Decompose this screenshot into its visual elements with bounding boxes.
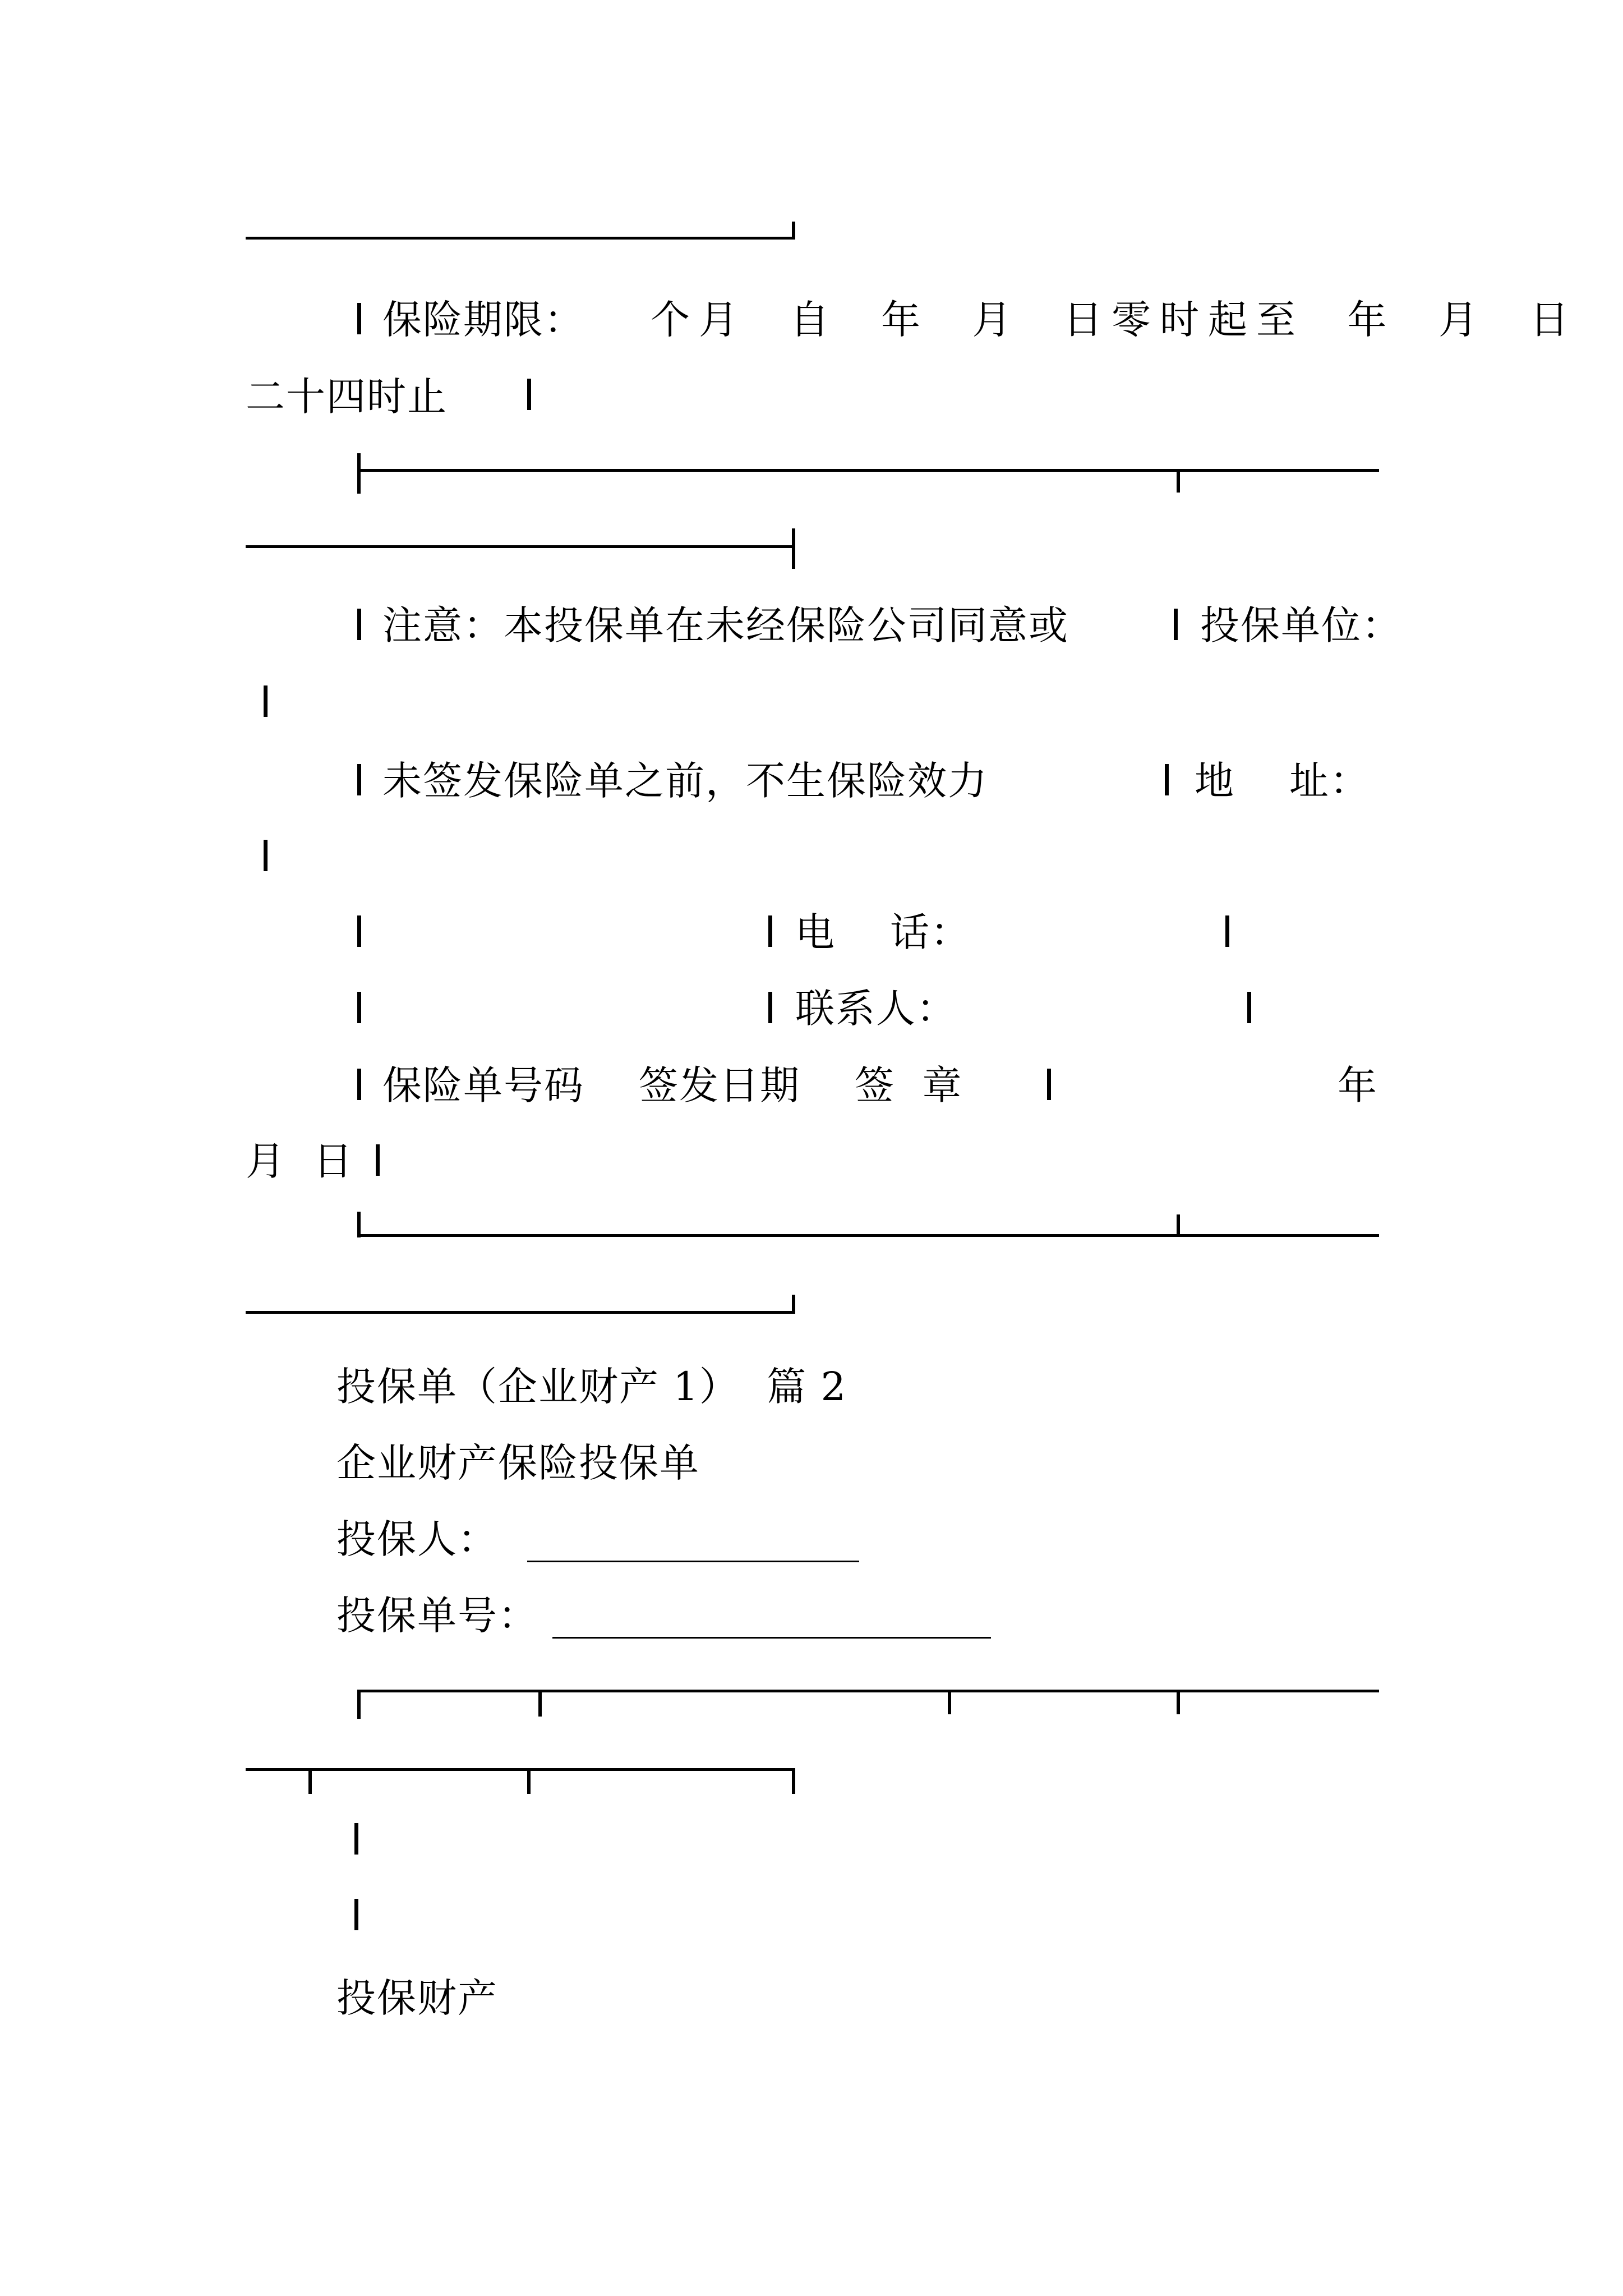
month-day-label: 月 日 [246, 1138, 354, 1184]
table-border [354, 1899, 358, 1930]
table-rule [1177, 1690, 1180, 1714]
contact-label: 联系人： [795, 986, 957, 1032]
table-rule [792, 1295, 795, 1314]
table-rule [308, 1768, 312, 1794]
applicant-underline [527, 1561, 859, 1562]
notice-line-2: 未签发保险单之前，不生保险效力 [382, 758, 988, 804]
table-border [357, 915, 361, 947]
table-border [357, 303, 361, 334]
insurance-period-body: 个月 自 年 月 日零时起至 年 月 日 [651, 297, 1578, 343]
table-rule [792, 222, 795, 240]
table-border [1225, 915, 1229, 947]
table-border [1165, 764, 1169, 795]
insurance-period-continued: 二十四时止 [246, 374, 448, 420]
table-border [357, 609, 361, 640]
table-rule [538, 1690, 542, 1717]
application-number-label: 投保单号： [336, 1593, 538, 1639]
table-border [354, 1823, 358, 1855]
table-rule [792, 528, 795, 569]
table-border [527, 379, 531, 410]
form-title: 企业财产保险投保单 [336, 1440, 700, 1486]
table-rule [1177, 469, 1180, 493]
table-rule [357, 1690, 361, 1719]
table-rule [246, 1311, 795, 1314]
table-rule [357, 1690, 1379, 1692]
table-border [264, 685, 268, 717]
notice-line-1: 注意：本投保单在未经保险公司同意或 [382, 602, 1069, 648]
policy-number-row: 保险单号码 签发日期 签 章 [382, 1062, 963, 1108]
insured-property-label: 投保财产 [336, 1975, 498, 2021]
application-number-underline [552, 1637, 991, 1639]
table-rule [357, 453, 361, 494]
year-label: 年 [1338, 1062, 1378, 1108]
table-rule [246, 1768, 795, 1771]
section-heading: 投保单（企业财产 1） 篇 2 [336, 1364, 847, 1410]
table-rule [948, 1690, 951, 1714]
table-border [357, 1069, 361, 1100]
table-rule [792, 1768, 795, 1794]
table-border [1174, 609, 1178, 640]
table-border [357, 764, 361, 795]
table-border [357, 992, 361, 1023]
table-border [1047, 1069, 1051, 1100]
table-border [264, 840, 268, 871]
table-rule [246, 237, 795, 240]
applicant-unit-label: 投保单位： [1200, 602, 1402, 648]
table-rule [1177, 1214, 1180, 1237]
table-rule [357, 1234, 1379, 1237]
table-rule [357, 469, 1379, 472]
address-label: 地 址： [1195, 758, 1371, 804]
table-border [1247, 992, 1251, 1023]
table-border [768, 992, 772, 1023]
insurance-period-label: 保险期限： [382, 297, 584, 343]
table-rule [246, 545, 795, 548]
table-border [376, 1144, 380, 1176]
applicant-label: 投保人： [336, 1516, 498, 1562]
table-border [768, 915, 772, 947]
phone-label: 电 话： [795, 909, 971, 955]
table-rule [527, 1768, 531, 1794]
